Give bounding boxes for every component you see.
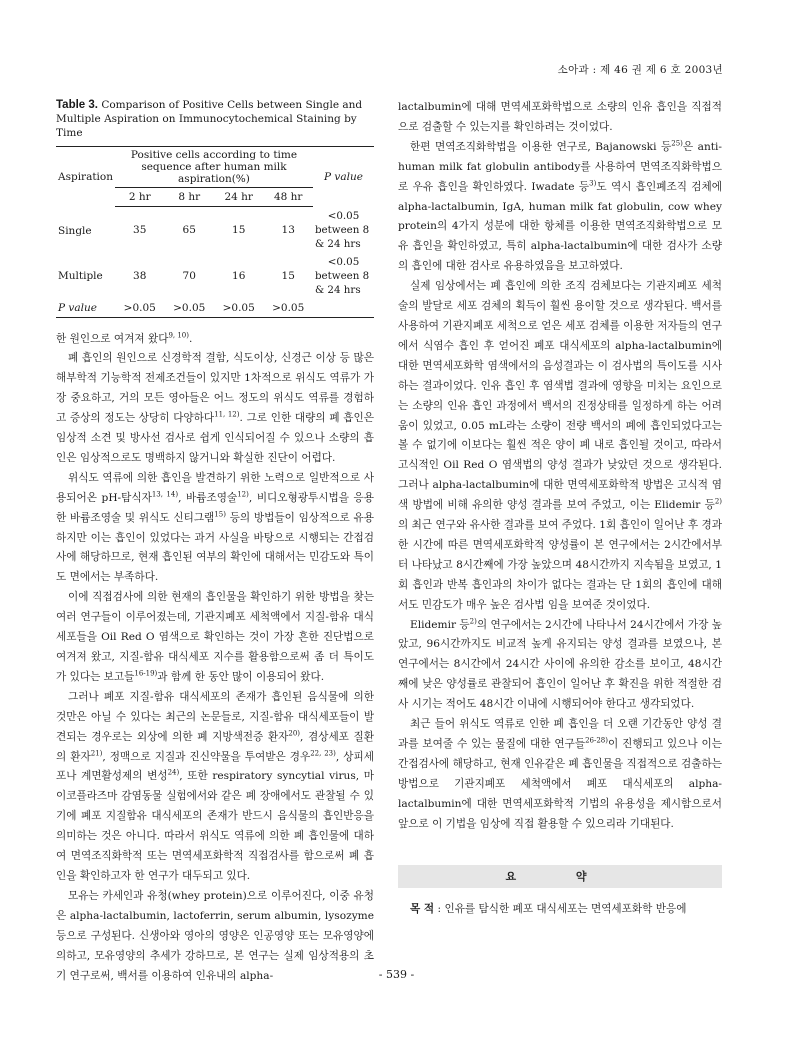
cell: 35	[133, 223, 147, 236]
paragraph: lactalbumin에 대해 면역세포화학법으로 소량의 인유 흡인을 직접적으로 검출할 수 있는지를 확인하려는 것이었다.	[398, 101, 722, 133]
cell: 15	[281, 269, 295, 282]
cell: >0.05	[214, 299, 263, 318]
paragraph: 실제 임상에서는 폐 흡인에 의한 조직 검체보다는 기관지폐포 세척술의 발달로 세포 검체의 획득이 훨씬 용이할 것으로 생각된다. 백서를 사용하여 기관지폐포 세척으로 얻은 세포 검체를 이용한 저자들의 연구에서 식염수 흡인 후 얻어진 폐포 대식세포의 alpha-lactalbumin에 대한 면역세포화학 염색에서의 음성결과는 이 검사법의 특이도를 시사하는 결과이었다. 인유 흡인 후 염색법 결과에 영향을 미치는 요인으로는 소량의 인유 흡인 과정에서 백서의 진정상태를 일정하게 하는 어려움이 있었고, 0.05 mL라는 소량이 전량 백서의 폐에 흡인되었다고는 볼 수 없기에 이보다는 훨씬 적은 양이 폐 내로 흡인될 것이고, 따라서 고식적인 Oil Red O 염색법의 양성 결과가 낮았던 것으로 생각된다. 그러나 alpha-lactalbumin에 대한 면역세포화학적 방법은 고식적 염색 방법에 비해 유의한 양성 결과를 보여 주었고, 이는 Elidemir 등$^{2)}$의 최근 연구와 유사한 결과를 보여 주었다. 1회 흡인이 일어난 후 경과한 시간에 따른 면역세포화학적 양성률이 본 연구에서는 2시간에서부터 나타났고 8시간째에 가장 높았으며 48시간까지 지속됨을 보였고, 1회 흡인과 반복 흡인과의 차이가 없다는 결과는 단 1회의 흡인에 대해서도 민감도가 매우 높은 검사법 임을 보여준 것이었다.	[398, 280, 722, 611]
row-label: Single	[58, 224, 92, 237]
page-number: - 539 -	[378, 968, 415, 981]
left-column	[56, 98, 374, 986]
paragraph: 모유는 카세인과 유청(whey protein)으로 이루어진다, 이중 유청은 alpha-lactalbumin, lactoferrin, serum albumin, lysozyme 등으로 구성된다. 신생아와 영아의 영양은 인공영양 또는 모유영양에 의하고, 모유영양의 추세가 강하므로, 본 연구는 실제 임상적용의 초기 연구로써, 백서를 이용하여 인유내의 alpha-	[56, 889, 374, 982]
cell	[313, 299, 374, 318]
paragraph: 위식도 역류에 의한 흡인을 발견하기 위한 노력으로 일반적으로 사용되어온 pH-탐식자$^{13, 14)}$, 바륨조영술$^{12)}$, 비디오형광투시법을 응용한 바륨조영술 및 위식도 신티그램$^{15)}$ 등의 방법들이 임상적으로 유용하지만 이는 흡인이 있었다는 과거 사실을 바탕으로 시행되는 간접검사에 해당하므로, 현재 흡인된 여부의 확인에 대해서는 민감도와 특이도 면에서는 부족하다.	[56, 471, 374, 584]
paragraph: 폐 흡인의 원인으로 신경학적 결함, 식도이상, 신경근 이상 등 많은 해부학적 기능학적 전제조건들이 있지만 1차적으로 위식도 역류가 가장 중요하고, 거의 모든 영아들은 어느 정도의 위식도 역류를 경험하고 증상의 정도는 상당히 다양하다$^{11, 12)}$. 그로 인한 대량의 폐 흡인은 임상적 소견 및 방사선 검사로 쉽게 인식되어질 수 있으나 소량의 흡인은 임상적으로도 명백하지 않거니와 확실한 진단이 어렵다.	[56, 352, 374, 464]
cell: >0.05	[164, 299, 213, 318]
table-label: Table 3.	[56, 99, 98, 111]
cell: 13	[281, 223, 295, 236]
col-aspiration: Aspiration	[56, 147, 115, 207]
paragraph: 한 원인으로 여겨져 왔다$^{9, 10)}$.	[56, 330, 193, 345]
col-group: Positive cells according to time sequence after human milk aspiration(%)	[115, 147, 313, 188]
p-value-line2: between 8 & 24 hrs	[314, 269, 370, 296]
p-value-cell	[313, 207, 374, 253]
purpose-text: : 인유를 탐식한 폐포 대식세포는 면역세포화학 반응에	[434, 903, 687, 916]
table-row	[56, 207, 374, 253]
p-value-line2: between 8 & 24 hrs	[314, 223, 370, 250]
table-header-row	[56, 147, 374, 188]
cell: >0.05	[263, 299, 313, 318]
col-time: 8 hr	[164, 188, 213, 207]
cell: >0.05	[115, 299, 164, 318]
table-caption-text: Comparison of Positive Cells between Single and Multiple Aspiration on Immunocytochemical Staining by Time	[56, 99, 363, 139]
paragraph: 한편 면역조직화학법을 이용한 연구로, Bajanowski 등$^{25)}$은 anti-human milk fat globulin antibody를 사용하여 면역조직화학법으로 우유 흡인을 확인하였다. Iwadate 등$^{3)}$도 역시 흡인폐조직 검체에 alpha-lactalbumin, IgA, human milk fat globulin, cow whey protein의 4가지 성분에 대한 항체를 이용한 면역조직화학법으로 모유 흡인을 확인하였고, 특히 alpha-lactalbumin에 대한 검사가 소량의 흡인에 대한 검사로 유용하였음을 보고하였다.	[398, 139, 723, 273]
comparison-table	[56, 146, 374, 318]
col-pvalue: P value	[313, 147, 374, 207]
p-value-cell	[313, 253, 374, 299]
cell: 65	[182, 223, 196, 236]
summary-heading: 요 약	[398, 865, 722, 889]
paragraph: Elidemir 등$^{2)}$의 연구에서는 2시간에 나타나서 24시간에서 가장 높았고, 96시간까지도 비교적 높게 유지되는 양성 결과를 보였으나, 본 연구에서는 8시간에서 24시간 사이에 유의한 감소를 보이고, 48시간째에 낮은 양성률로 관찰되어 흡인이 일어난 후 확진을 위한 적절한 검사 시기는 적어도 48시간 이내에 시행되어야 한다고 생각되었다.	[398, 617, 722, 711]
cell: 70	[182, 269, 196, 282]
table-row	[56, 253, 374, 299]
purpose-label: 목 적	[410, 903, 435, 916]
cell: 16	[232, 269, 246, 282]
paragraph: 이에 직접검사에 의한 현재의 흡인물을 확인하기 위한 방법을 찾는 여러 연구들이 이루어졌는데, 기관지폐포 세척액에서 지질-함유 대식세포들을 Oil Red O 염색으로 확인하는 것이 가장 흔한 진단법으로 여겨져 왔고, 지질-함유 대식세포 지수를 활용함으로써 좀 더 특이도가 있다는 보고들$^{16-19)}$과 함께 한 동안 많이 이용되어 왔다.	[56, 591, 374, 683]
table-p-row	[56, 299, 374, 318]
cell: 15	[232, 223, 246, 236]
col-time: 2 hr	[115, 188, 164, 207]
p-value-line1: <0.05	[327, 255, 360, 268]
paragraph: 그러나 폐포 지질-함유 대식세포의 존재가 흡인된 음식물에 의한 것만은 아닐 수 있다는 최근의 논문들로, 지질-함유 대식세포들이 발견되는 경우로는 외상에 의한 폐 지방색전증 환자$^{20)}$, 겸상세포 질환의 환자$^{21)}$, 정맥으로 지질과 진신약물을 투여받은 경우$^{22, 23)}$, 상피세포나 계면활성제의 변성$^{24)}$, 또한 respiratory syncytial virus, 마이코플라즈마 감염동물 실험에서와 같은 폐 장애에서도 관찰될 수 있기에 폐포 지질함유 대식세포의 존재가 반드시 음식물의 흡인반응을 의미하는 것은 아니다. 따라서 위식도 역류에 의한 폐 흡인물에 대하여 면역조직화학적 또는 면역세포화학적 직접검사를 함으로써 폐 흡인을 확인하고자 한 연구가 대두되고 있다.	[56, 690, 375, 882]
col-time: 24 hr	[214, 188, 263, 207]
row-label: P value	[56, 299, 115, 318]
cell: 38	[133, 269, 147, 282]
right-column	[398, 98, 722, 920]
journal-header: 소아과 : 제 46 권 제 6 호 2003년	[557, 64, 723, 76]
p-value-line1: <0.05	[327, 209, 360, 222]
table-caption	[56, 98, 374, 140]
purpose-paragraph	[398, 900, 722, 920]
col-time: 48 hr	[263, 188, 313, 207]
row-label: Multiple	[58, 269, 103, 282]
paragraph: 최근 들어 위식도 역류로 인한 폐 흡인을 더 오랜 기간동안 양성 결과를 보여줄 수 있는 물질에 대한 연구들$^{26-28)}$이 진행되고 있으나 이는 간접검사에 해당하고, 현재 인유같은 폐 흡인물을 직접적으로 검출하는 방법으로 기관지폐포 세척액에서 폐포 대식세포의 alpha-lactalbumin에 대한 면역세포화학적 기법의 유용성을 제시함으로서 앞으로 이 기법을 임상에 직접 활용할 수 있으리라 기대된다.	[398, 718, 722, 830]
